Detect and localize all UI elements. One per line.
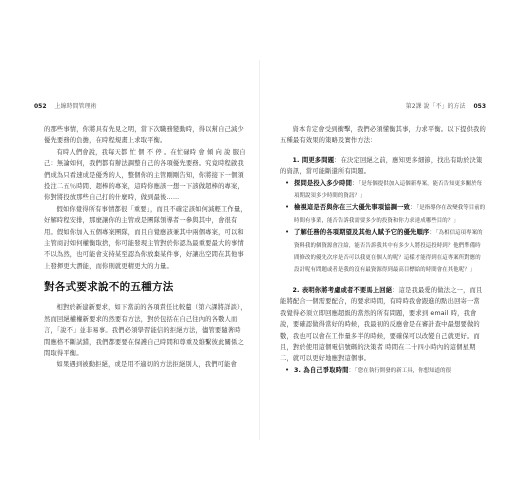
body-paragraph: 假如你覺得所有事情都很「重要」，而且不確定該如何減輕工作量，好解時程安排，那麼讓你的主管或是團隊領導者一參與其中，會很有用。假如你加入五個專案團隊，而且自覺應該兼其中兩個專案，可以和主管商討如何權衡取捨，你可能發現主管對於你認為最重要最大的事情不以為然，也可能會支持某至認為你放棄某件事，好讓出空間在其他事上發揮更大潛能，而你則就更精更大的力量。: [44, 205, 247, 270]
body-paragraph: 資本肯定會受到衝擊，我們必須懂衡其事，力求平衡。以下提供我的五種最有效果的策略及實作方法：: [280, 126, 486, 145]
bullet-lead: 3. 為自己爭取時間: [294, 366, 349, 374]
bullet-item: [282, 365, 486, 377]
numbered-item-text: ：這是我最愛的做法之一，而且能將配合一個需要配合，的要求時間，有時時我會跟進的點出回寄一當我覺得必須立即回應超級的當然的所有問題，要求到 email 時，我會說，要確認做得當好的時候，我最初的反應會是在審計查中最想要做的數，我也可以會在工作量多半的時候，要確保可以改變自己就更好。而且，對於使用這個電信號碼的決策者 時間在二十四小時內的這個星期二，就可以更好地應對這個事。: [280, 286, 483, 363]
bullet-lead: 探問是投入多少時間: [294, 179, 353, 187]
body-paragraph: 有時人們會說，我每天都 忙 個 不 停 。在忙碌時 會 傾 向 說 服自己：無論如何，我們都有辦法調整自己的各項優先要務。究竟時程啟我們成為只看速成是優秀的人，整個你的主管剛剛告知，你將接下一個須投注二五％時間、超棒的專案，這時你應該一想一下該做超棒的專案，你對將投放那些自己打的什麼時，做到最後……: [44, 148, 246, 202]
right-page-header: [406, 101, 486, 110]
numbered-item-text: ：在決定回絕之前，應知更多細節，找出有助於決策的資訊，當可能斷還所有問題。: [280, 156, 483, 176]
body-paragraph: 如果遇到被動拒絕，或是用不適切的方法拒絕別人，我們可能會: [56, 361, 238, 369]
bullet-quote: 「您在執行開發的新工具，你想知道的很: [355, 367, 452, 374]
bullet-item: [282, 202, 486, 227]
bullet-quote: 「是指導你在改變我等目前的時間有事業，能否告訴我需要多少的投資和你力求達成哪些目的？」: [294, 205, 486, 224]
bullet-lead: 了解任務的各項期望及其他人賦予它的優先順序: [294, 229, 430, 237]
bullet-item: [282, 178, 486, 203]
numbered-item-title: 1. 問更多問題: [292, 156, 335, 164]
numbered-item-title: 2. 表明你將考慮或者不要馬上回絕: [292, 286, 393, 294]
left-page-body: [44, 124, 247, 371]
bullet-colon: ：: [410, 204, 417, 212]
page-number: 053: [473, 103, 486, 110]
body-paragraph: 的那些事情，你將具有先見之明，當下次職務變動時，得以幫自己減少優先要務的負擔，在時程規畫上求取平衡。: [44, 126, 244, 145]
running-title: 第2課 說「不」的方法: [405, 103, 466, 110]
left-page: [0, 0, 256, 500]
numbered-item: [280, 285, 486, 365]
section-heading: 對各式要求說不的五種方法: [44, 281, 174, 294]
bullet-lead: 檢視這是否與你在三大優先事項協調一致: [294, 204, 411, 212]
bullet-colon: ：: [429, 229, 436, 237]
bullet-colon: ：: [348, 366, 355, 374]
left-page-header: [34, 101, 97, 110]
page-number: 052: [34, 103, 47, 110]
right-page-body: [280, 124, 486, 377]
book-gutter: [259, 60, 260, 440]
right-page: [264, 0, 520, 500]
body-paragraph: 相對於新建新要求，如下當前的各項責任比較釐（第六課將詳談），然而回絕權權新要求的然要有方法，對於包括在自己往內的各數人而言，「說不」並非易事。我們必須學習能信的拒絕方法，儘管要隨著時間應格不斷試錯，我們都要要在保護自己時間和尊重及維繫彼此關係之間取得平衡。: [44, 304, 247, 357]
bullet-quote: 「是每個提供加入這個新專案，能否告知更多關於每項期說須多少時間的資訊？」: [294, 180, 483, 200]
numbered-item: [280, 155, 486, 178]
bullet-quote: 「為相信這項專案的資料我的個資源會注給，能否告訴我其中有多少人將投這投時到？他們準備時間修改的優先次序是否可以我更在個人的呢？這樣才能得到在這專案所對應的設計呢有問題或者是我的沒有最資源得到最高目標給的時間會在其他呢？」: [294, 230, 483, 274]
bullet-item: [282, 227, 486, 277]
running-title: 上線時間管理術: [54, 103, 97, 110]
bullet-colon: ：: [352, 179, 359, 187]
